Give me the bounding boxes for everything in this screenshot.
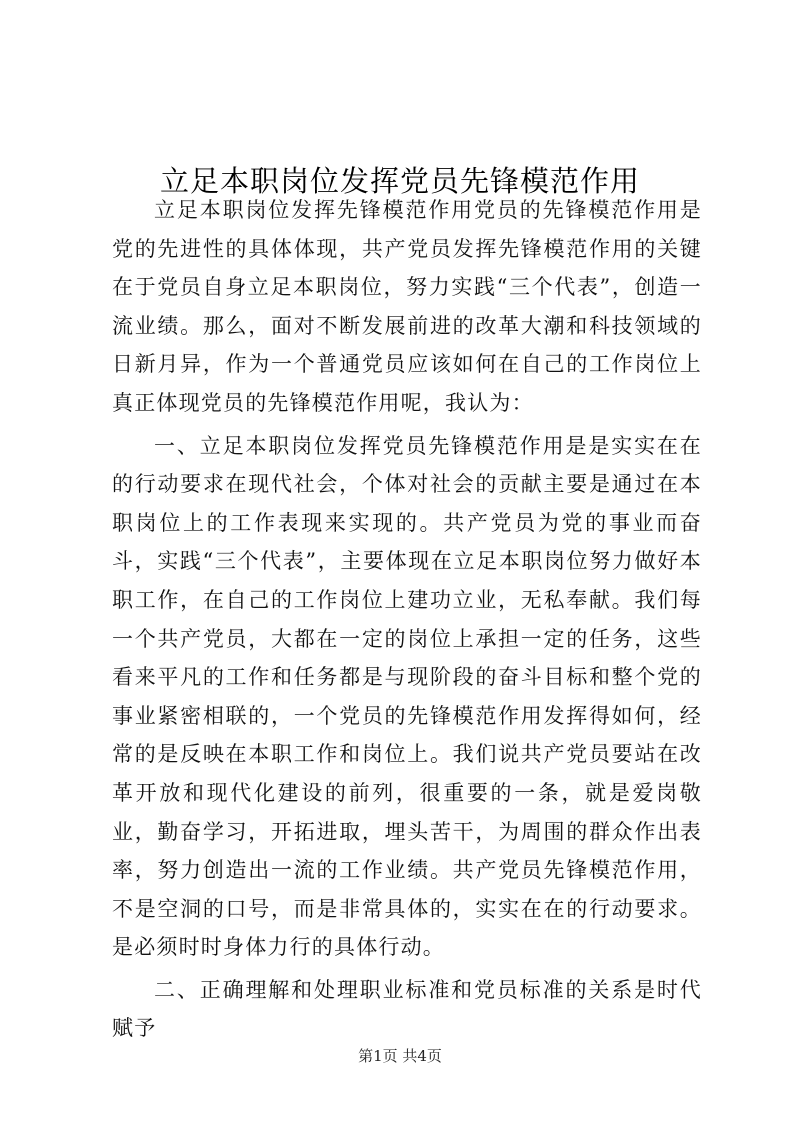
paragraph-intro: 立足本职岗位发挥先锋模范作用党员的先锋模范作用是党的先进性的具体体现，共产党员发挥先锋模范作用的关键在于党员自身立足本职岗位，努力实践“三个代表”，创造一流业绩。那么，面对不断发展前进的改革大潮和科技领域的日新月异，作为一个普通党员应该如何在自己的工作岗位上真正体现党员的先锋模范作用呢，我认为： — [112, 198, 702, 415]
paragraph-section-one: 一、立足本职岗位发挥党员先锋模范作用是是实实在在的行动要求在现代社会，个体对社会的贡献主要是通过在本职岗位上的工作表现来实现的。共产党员为党的事业而奋斗，实践“三个代表”，主要体现在立足本职岗位努力做好本职工作，在自己的工作岗位上建功立业，无私奉献。我们每一个共产党员，大都在一定的岗位上承担一定的任务，这些看来平凡的工作和任务都是与现阶段的奋斗目标和整个党的事业紧密相联的，一个党员的先锋模范作用发挥得如何，经常的是反映在本职工作和岗位上。我们说共产党员要站在改革开放和现代化建设的前列，很重要的一条，就是爱岗敬业，勤奋学习，开拓进取，埋头苦干，为周围的群众作出表率，努力创造出一流的工作业绩。共产党员先锋模范作用，不是空洞的口号，而是非常具体的，实实在在的行动要求。是必须时时身体力行的具体行动。 — [112, 433, 702, 960]
page-number-footer: 第1页 共4页 — [358, 1047, 442, 1065]
document-body — [112, 191, 702, 1048]
document-title: 立足本职岗位发挥党员先锋模范作用 — [159, 164, 640, 199]
paragraph-section-two: 二、正确理解和处理职业标准和党员标准的关系是时代赋予 — [112, 977, 702, 1041]
